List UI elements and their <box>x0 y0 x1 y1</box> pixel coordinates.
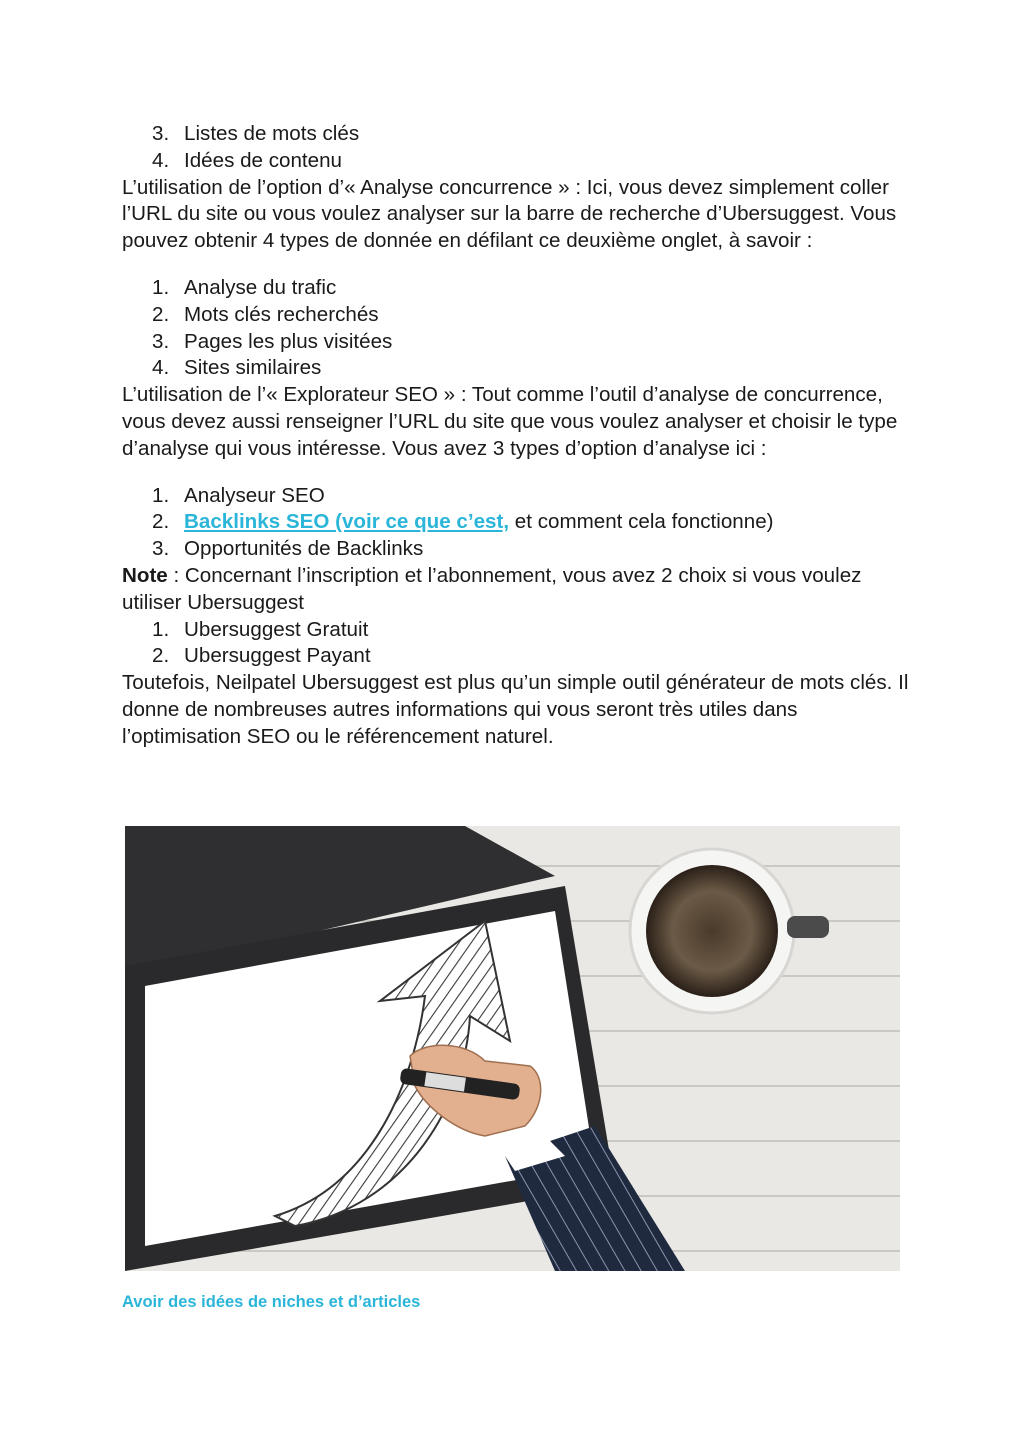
backlinks-seo-link[interactable]: Backlinks SEO (voir ce que c’est, <box>184 510 510 534</box>
note-label: Note <box>122 563 168 587</box>
list-number: 1. <box>152 483 170 507</box>
list-item-text: Ubersuggest Payant <box>184 644 371 668</box>
list-a <box>122 121 912 175</box>
list-item <box>122 121 912 148</box>
list-number: 2. <box>152 302 170 326</box>
list-item <box>122 355 912 382</box>
paragraph-conclusion: Toutefois, Neilpatel Ubersuggest est plus qu’un simple outil générateur de mots clés. Il donne de nombreuses autres informations qui vous seront très utiles dans l’optimisation SEO ou le référencement naturel. <box>122 671 909 748</box>
list-item <box>122 275 912 302</box>
list-number: 1. <box>152 617 170 641</box>
list-b <box>122 275 912 382</box>
list-number: 2. <box>152 510 170 534</box>
list-item-text: Listes de mots clés <box>184 122 360 145</box>
list-item-text: Opportunités de Backlinks <box>184 537 424 561</box>
list-c <box>122 483 912 563</box>
list-number: 2. <box>152 644 170 668</box>
list-item-text: Ubersuggest Gratuit <box>184 617 369 641</box>
list-item <box>122 509 912 536</box>
article-body <box>122 121 912 751</box>
illustration-svg <box>125 826 900 1271</box>
list-d <box>122 617 912 671</box>
list-number: 3. <box>152 537 170 561</box>
list-item-text: Idées de contenu <box>184 148 343 172</box>
list-number: 4. <box>152 356 170 380</box>
paragraph-explorateur: L’utilisation de l’« Explorateur SEO » : Tout comme l’outil d’analyse de concurrence, vous devez aussi renseigner l’URL du site que vous voulez analyser et choisir le type d’analyse qui vous intéresse. Vous avez 3 types d’option d’analyse ici : <box>122 383 898 460</box>
note-text: : Concernant l’inscription et l’abonnement, vous avez 2 choix si vous voulez utiliser Ubersuggest <box>122 563 862 614</box>
hand-drawing-arrow-image <box>125 826 900 1271</box>
list-item <box>122 483 912 510</box>
list-item-text: Mots clés recherchés <box>184 302 379 326</box>
paragraph-concurrence: L’utilisation de l’option d’« Analyse concurrence » : Ici, vous devez simplement coller l’URL du site ou vous voulez analyser sur la barre de recherche d’Ubersuggest. Vous pouvez obtenir 4 types de donnée en défilant ce deuxième onglet, à savoir : <box>122 175 897 253</box>
list-item <box>122 302 912 329</box>
list-item-text: Analyse du trafic <box>184 275 337 299</box>
list-item-text: Analyseur SEO <box>184 483 325 507</box>
section-heading-niches: Avoir des idées de niches et d’articles <box>122 1293 421 1311</box>
list-number: 3. <box>152 329 170 353</box>
note-paragraph <box>122 563 912 617</box>
list-item <box>122 329 912 356</box>
list-item-text: et comment cela fonctionne) <box>509 510 774 534</box>
list-item-text: Sites similaires <box>184 356 322 380</box>
list-item <box>122 643 912 670</box>
list-item <box>122 536 912 563</box>
list-number: 4. <box>152 148 170 172</box>
list-number: 1. <box>152 275 170 299</box>
list-item-text: Pages les plus visitées <box>184 329 393 353</box>
list-number: 3. <box>152 122 170 145</box>
list-item <box>122 148 912 175</box>
list-item <box>122 617 912 644</box>
